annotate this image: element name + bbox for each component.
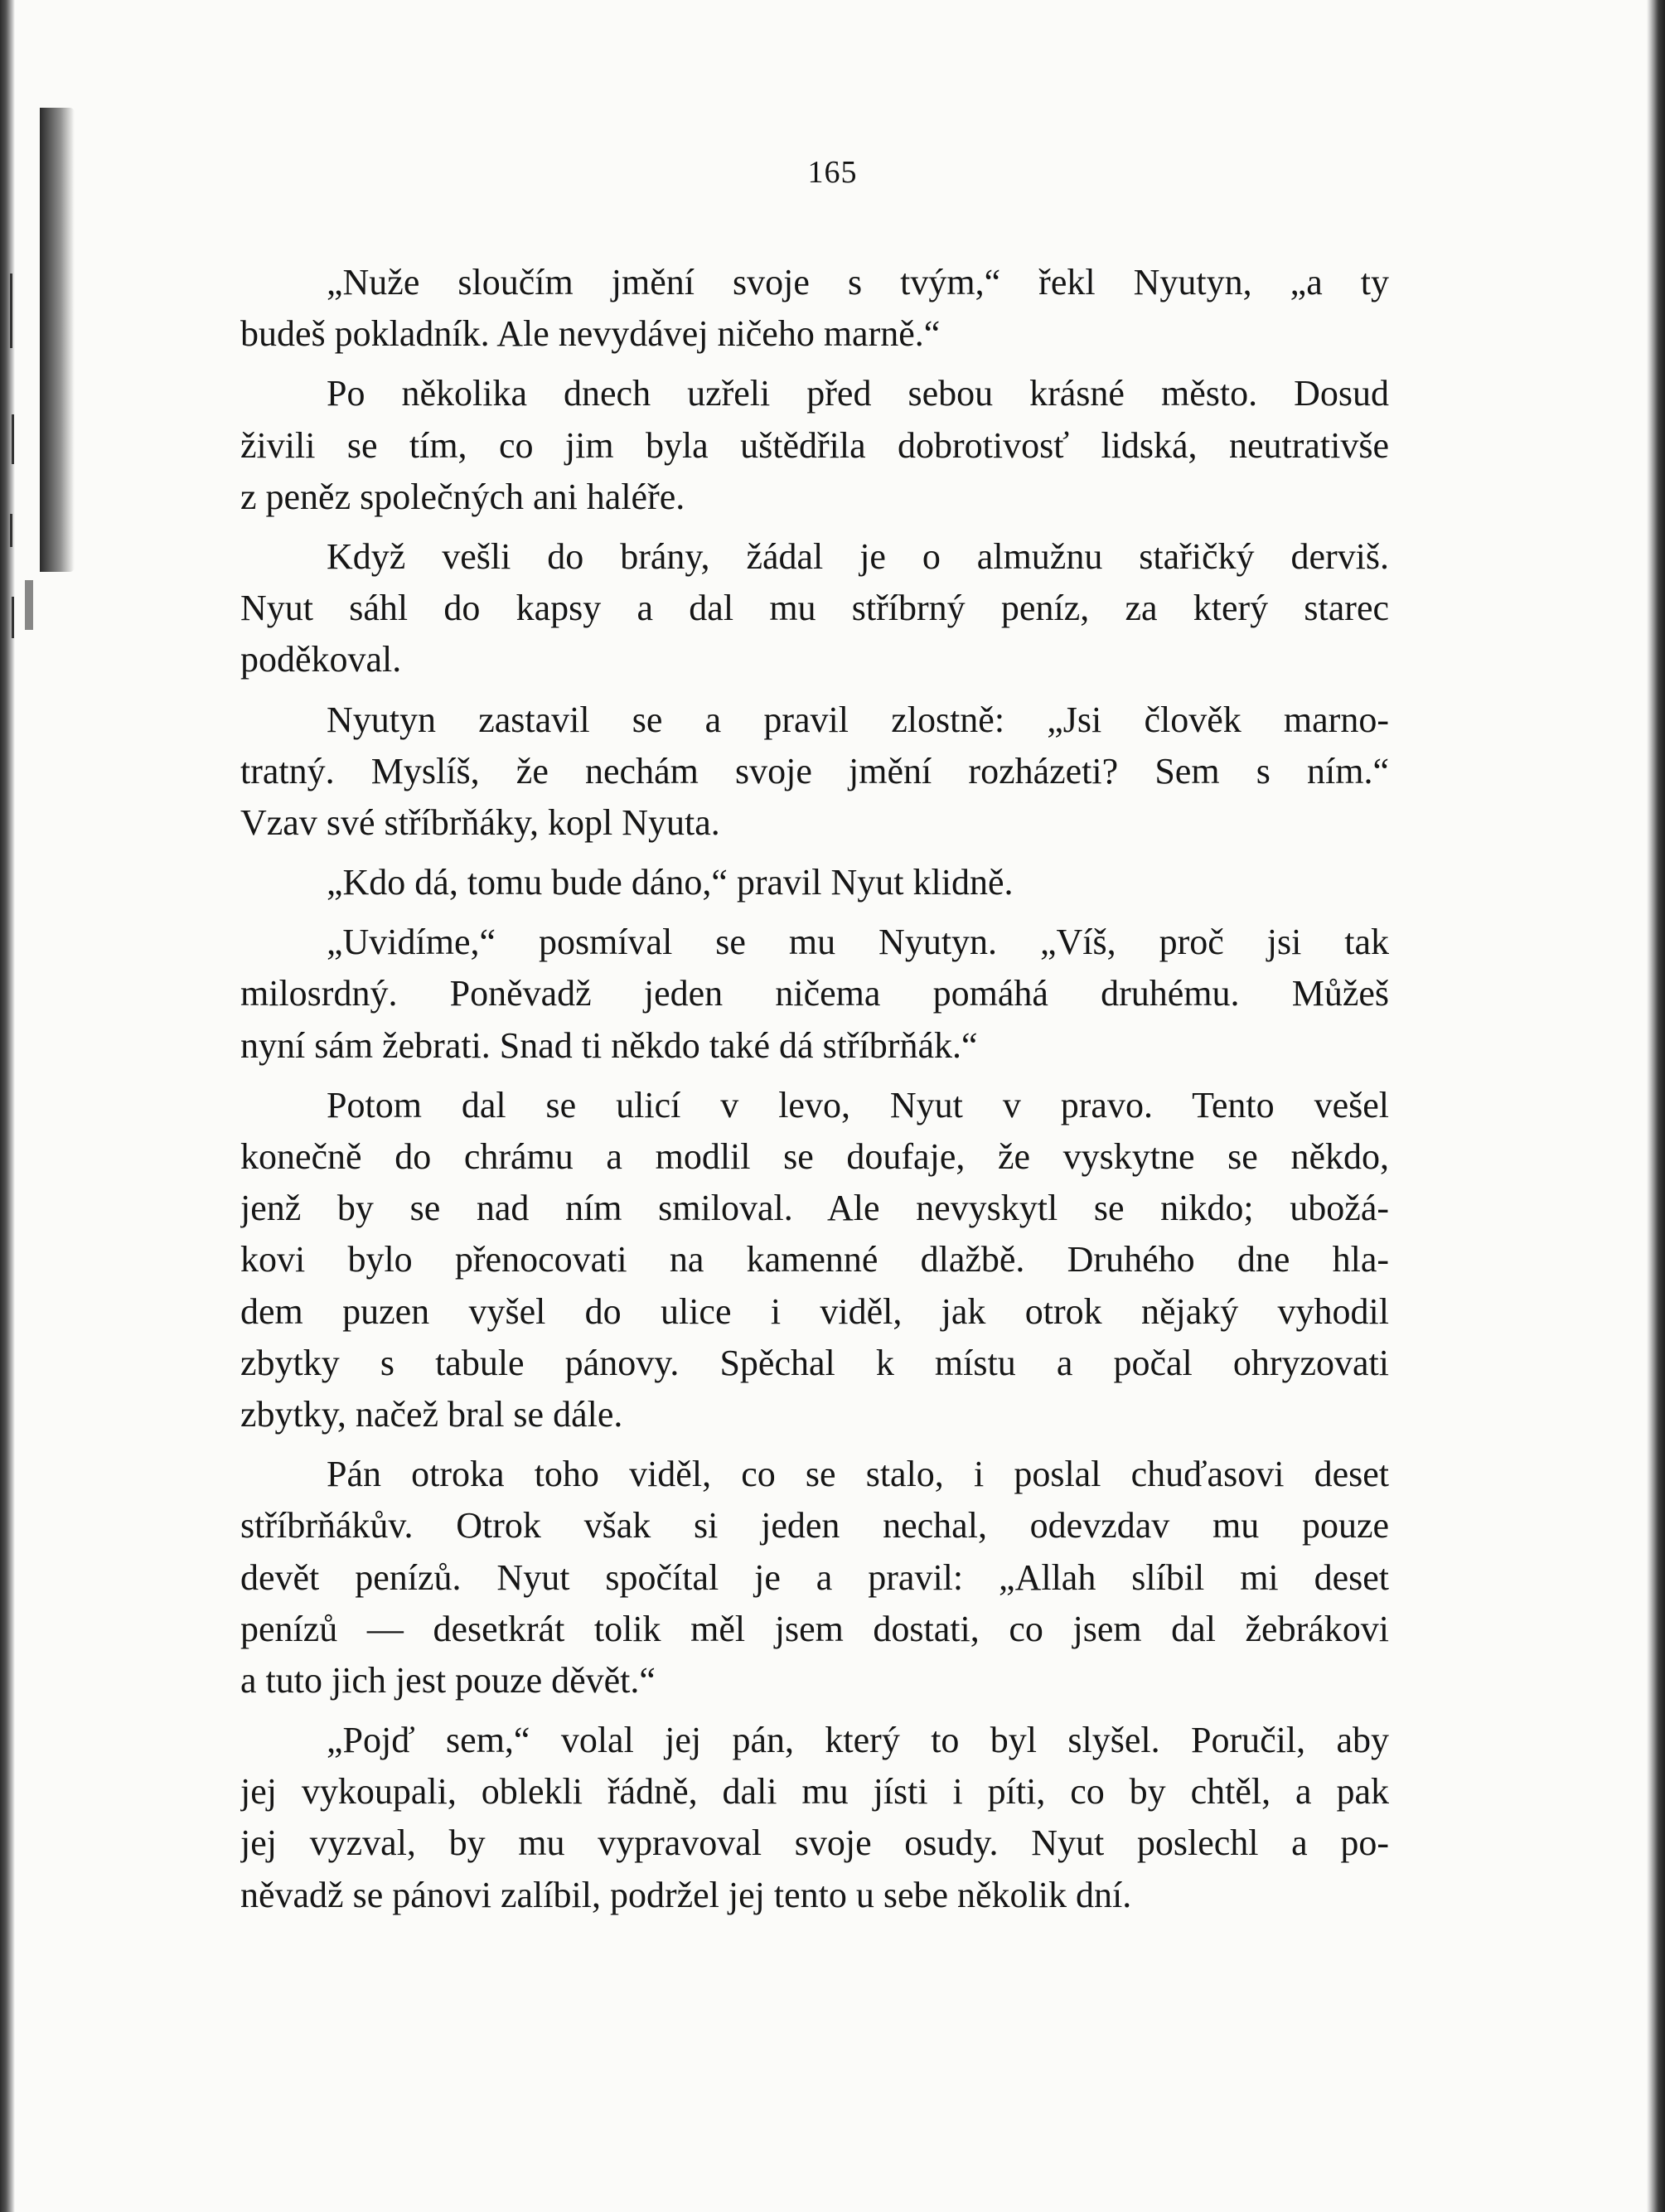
- margin-tick: [12, 414, 14, 464]
- text-line: penízů — desetkrát tolik měl jsem dostati, co jsem dal žebrákovi: [240, 1608, 1389, 1649]
- paragraph: [240, 368, 1389, 523]
- paragraph: [240, 917, 1389, 1072]
- text-line: Když vešli do brány, žádal je o almužnu stařičký derviš.: [327, 535, 1389, 577]
- text-line: Nyut sáhl do kapsy a dal mu stříbrný peníz, za který starec: [240, 588, 1389, 629]
- binding-dark-mark-lower: [25, 580, 33, 630]
- text-line: něvadž se pánovi zalíbil, podržel jej tento u sebe několik dní.: [240, 1874, 1132, 1915]
- text-line: devět penízů. Nyut spočítal je a pravil: „Allah slíbil mi deset: [240, 1556, 1389, 1598]
- text-line: jej vykoupali, oblekli řádně, dali mu jísti i píti, co by chtěl, a pak: [240, 1771, 1389, 1813]
- paragraph: [240, 1449, 1389, 1706]
- margin-tick: [10, 273, 12, 348]
- text-line: nyní sám žebrati. Snad ti někdo také dá stříbrňák.“: [240, 1024, 978, 1066]
- text-line: jej vyzval, by mu vypravoval svoje osudy. Nyut poslechl a po-: [240, 1822, 1389, 1864]
- text-line: Potom dal se ulicí v levo, Nyut v pravo. Tento vešel: [327, 1084, 1389, 1125]
- body-text: [240, 257, 1389, 1921]
- binding-edge-shadow: [0, 0, 15, 2212]
- text-line: poděkoval.: [240, 639, 402, 680]
- paragraph: [240, 857, 1389, 908]
- page-number: 165: [807, 155, 858, 190]
- text-line: živili se tím, co jim byla uštědřila dobrotivosť lidská, neutrativše: [240, 424, 1389, 466]
- text-line: kovi bylo přenocovati na kamenné dlažbě. Druhého dne hla-: [240, 1239, 1389, 1280]
- text-line: jenž by se nad ním smiloval. Ale nevyskytl se nikdo; ubožá-: [240, 1188, 1389, 1229]
- text-line: zbytky s tabule pánovy. Spěchal k místu a počal ohryzovati: [240, 1342, 1389, 1383]
- text-line: milosrdný. Poněvadž jeden ničema pomáhá druhému. Můžeš: [240, 973, 1389, 1014]
- text-line: Nyutyn zastavil se a pravil zlostně: „Jsi člověk marno-: [327, 699, 1389, 740]
- text-line: Po několika dnech uzřeli před sebou krásné město. Dosud: [327, 373, 1389, 414]
- paragraph: [240, 531, 1389, 686]
- text-line: „Pojď sem,“ volal jej pán, který to byl slyšel. Poručil, aby: [327, 1720, 1389, 1761]
- paragraph: [240, 695, 1389, 849]
- text-line: konečně do chrámu a modlil se doufaje, že vyskytne se někdo,: [240, 1136, 1389, 1177]
- text-line: „Uvidíme,“ posmíval se mu Nyutyn. „Víš, proč jsi tak: [327, 922, 1389, 963]
- margin-tick: [12, 597, 14, 638]
- text-line: tratný. Myslíš, že nechám svoje jmění rozházeti? Sem s ním.“: [240, 750, 1389, 791]
- text-line: a tuto jich jest pouze děvět.“: [240, 1659, 656, 1701]
- text-line: zbytky, načež bral se dále.: [240, 1393, 623, 1435]
- text-line: „Kdo dá, tomu bude dáno,“ pravil Nyut klidně.: [327, 862, 1014, 903]
- text-line: dem puzen vyšel do ulice i viděl, jak otrok nějaký vyhodil: [240, 1290, 1389, 1332]
- text-line: Pán otroka toho viděl, co se stalo, i poslal chuďasovi deset: [327, 1454, 1389, 1495]
- paragraph: [240, 1080, 1389, 1440]
- paragraph: [240, 257, 1389, 360]
- text-line: z peněz společných ani haléře.: [240, 476, 685, 517]
- text-line: „Nuže sloučím jmění svoje s tvým,“ řekl Nyutyn, „a ty: [327, 262, 1389, 303]
- right-edge-shadow: [1647, 0, 1665, 2212]
- text-line: Vzav své stříbrňáky, kopl Nyuta.: [240, 801, 720, 843]
- text-line: stříbrňákův. Otrok však si jeden nechal, odevzdav mu pouze: [240, 1505, 1389, 1546]
- paragraph: [240, 1715, 1389, 1921]
- margin-tick: [10, 514, 12, 547]
- text-line: budeš pokladník. Ale nevydávej ničeho marně.“: [240, 313, 941, 355]
